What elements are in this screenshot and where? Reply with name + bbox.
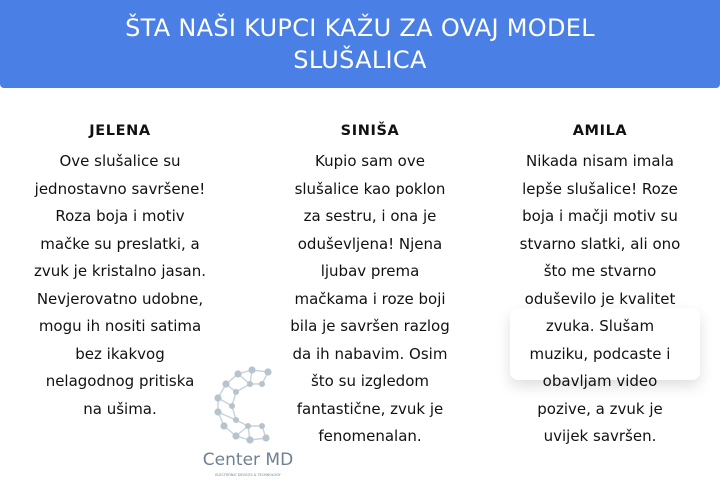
logo-name: Center MD xyxy=(202,450,294,470)
review-line: Nikada nisam imala xyxy=(526,152,674,170)
review-line: Ove slušalice su xyxy=(59,152,181,170)
center-md-logo xyxy=(196,362,300,480)
review-line: slušalice kao poklon xyxy=(294,179,446,198)
review-line: Roza boja i motiv xyxy=(55,207,185,225)
page-title-line-1: ŠTA NAŠI KUPCI KAŽU ZA OVAJ MODEL xyxy=(125,14,595,42)
reviewer-name: AMILA xyxy=(572,123,628,139)
review-line: bez ikakvog xyxy=(75,344,165,363)
review-line: lepše slušalice! Roze xyxy=(522,179,678,198)
review-line: nelagodnog pritiska xyxy=(45,372,195,390)
header-banner xyxy=(0,0,720,88)
review-line: Kupio sam ove xyxy=(315,152,425,170)
review-card-amila xyxy=(488,118,712,451)
review-line: što su izgledom xyxy=(310,372,429,390)
review-line: oduševilo je kvalitet xyxy=(524,289,676,308)
molecule-c-logo-icon xyxy=(210,362,286,446)
page-title-line-2: SLUŠALICA xyxy=(293,46,427,74)
review-text xyxy=(488,148,712,451)
review-line: zvuka. Slušam xyxy=(545,317,655,335)
reviewer-name: JELENA xyxy=(89,123,151,139)
review-line: mačkama i roze boji xyxy=(294,289,446,308)
review-line: na ušima. xyxy=(83,399,157,418)
review-line: fantastične, zvuk je xyxy=(296,399,444,418)
review-line: mogu ih nositi satima xyxy=(38,317,202,335)
reviewer-name: SINIŠA xyxy=(340,123,400,139)
review-line: bila je savršen razlog xyxy=(290,317,450,335)
review-line: uvijek savršen. xyxy=(543,427,657,445)
review-line: muziku, podcaste i xyxy=(529,344,671,363)
review-line: stvarno slatki, ali ono xyxy=(519,234,681,253)
page-title xyxy=(125,12,595,76)
review-line: da ih nabavim. Osim xyxy=(292,344,448,363)
review-line: boja i mačji motiv su xyxy=(522,207,678,225)
review-line: Nevjerovatno udobne, xyxy=(36,289,204,308)
review-line: zvuk je kristalno jasan. xyxy=(33,262,207,280)
review-line: mačke su preslatki, a xyxy=(40,234,200,253)
review-line: fenomenalan. xyxy=(318,427,422,445)
review-line: oduševljena! Njena xyxy=(297,234,443,253)
review-line: ljubav prema xyxy=(320,262,420,280)
review-line: obavljam video xyxy=(542,372,658,390)
review-line: za sestru, i ona je xyxy=(303,207,437,225)
review-line: pozive, a zvuk je xyxy=(537,399,663,418)
review-line: što me stvarno xyxy=(543,262,657,280)
review-line: jednostavno savršene! xyxy=(34,179,206,198)
logo-tagline: ELECTRONIC DEVICES & TECHNOLOGY xyxy=(215,473,281,477)
